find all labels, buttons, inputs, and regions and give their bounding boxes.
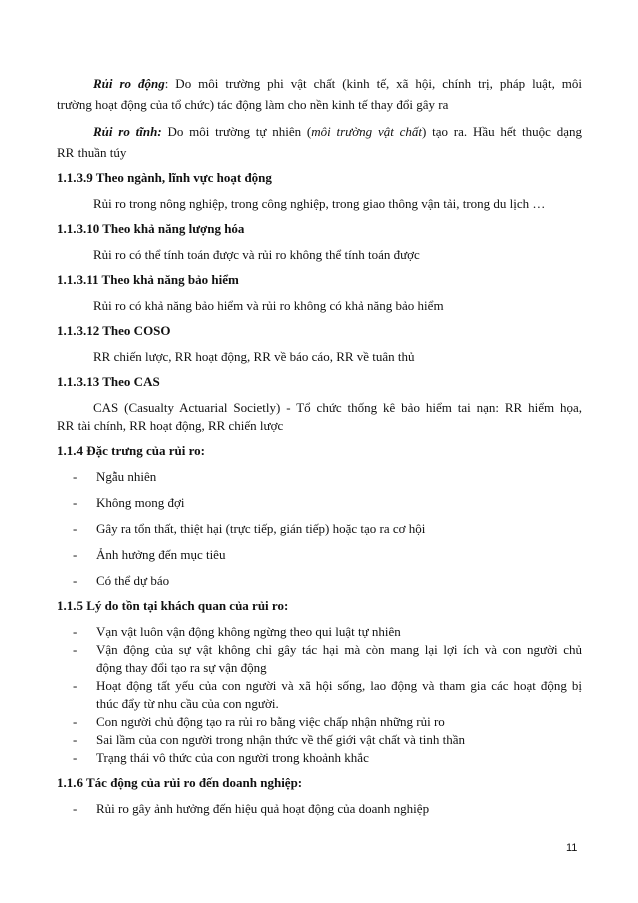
body-1-1-3-12: RR chiến lược, RR hoạt động, RR về báo cáo, RR về tuân thủ (93, 349, 415, 364)
term-rui-ro-dong: Rủi ro động (93, 76, 165, 91)
heading-1-1-4: 1.1.4 Đặc trưng của rủi ro: (57, 443, 206, 458)
bullet-dash: - (73, 801, 78, 816)
list-item: Gây ra tổn thất, thiệt hại (trực tiếp, gián tiếp) hoặc tạo ra cơ hội (96, 521, 426, 536)
heading-1-1-5: 1.1.5 Lý do tồn tại khách quan của rủi ro: (57, 598, 289, 613)
list-item: Không mong đợi (96, 495, 185, 510)
page-number: 11 (566, 842, 578, 854)
paragraph-rui-ro-tinh-line1: Rủi ro tĩnh: Do môi trường tự nhiên (môi trường vật chất) tạo ra. Hầu hết thuộc dạng (93, 124, 582, 139)
bullet-dash: - (73, 469, 78, 484)
body-1-1-3-13-line2: RR tài chính, RR hoạt động, RR chiến lược (57, 418, 284, 433)
list-item-continuation: thúc đẩy từ nhu cầu của con người. (96, 696, 279, 711)
body-1-1-3-9: Rủi ro trong nông nghiệp, trong công nghiệp, trong giao thông vận tải, trong du lịch … (93, 196, 546, 211)
list-item: Rủi ro gây ảnh hưởng đến hiệu quả hoạt động của doanh nghiệp (96, 801, 430, 816)
bullet-dash: - (73, 714, 78, 729)
bullet-dash: - (73, 547, 78, 562)
list-item: Trạng thái vô thức của con người trong khoảnh khắc (96, 750, 369, 765)
heading-1-1-3-13: 1.1.3.13 Theo CAS (57, 374, 160, 389)
list-item: Ngẫu nhiên (96, 469, 157, 484)
list-item: Sai lầm của con người trong nhận thức về thế giới vật chất và tinh thần (96, 732, 465, 747)
heading-1-1-3-11: 1.1.3.11 Theo khả năng bảo hiểm (57, 272, 239, 287)
paragraph-rui-ro-tinh-line2: RR thuần túy (57, 145, 127, 160)
list-item: Vạn vật luôn vận động không ngừng theo qui luật tự nhiên (96, 624, 401, 639)
list-item: Hoạt động tất yếu của con người và xã hội sống, lao động và tham gia các hoạt động bị (96, 678, 582, 693)
bullet-dash: - (73, 495, 78, 510)
body-1-1-3-13-line1: CAS (Casualty Actuarial Societly) - Tổ chức thống kê bảo hiểm tai nạn: RR hiểm họa, (93, 400, 582, 415)
paragraph-rui-ro-dong-line1: Rủi ro động: Do môi trường phi vật chất (kinh tế, xã hội, chính trị, pháp luật, môi (93, 76, 582, 91)
list-item-continuation: động thay đổi tạo ra sự vận động (96, 660, 267, 675)
bullet-dash: - (73, 624, 78, 639)
bullet-dash: - (73, 732, 78, 747)
list-item: Có thể dự báo (96, 573, 170, 588)
list-item: Vận động của sự vật không chỉ gây tác hại mà còn mang lại lợi ích và con người chủ (96, 642, 582, 657)
bullet-dash: - (73, 573, 78, 588)
heading-1-1-3-12: 1.1.3.12 Theo COSO (57, 323, 171, 338)
heading-1-1-3-10: 1.1.3.10 Theo khả năng lượng hóa (57, 221, 245, 236)
paragraph-rui-ro-dong-line2: trường hoạt động của tổ chức) tác động làm cho nền kinh tế thay đổi gây ra (57, 97, 449, 112)
heading-1-1-3-9: 1.1.3.9 Theo ngành, lĩnh vực hoạt động (57, 170, 272, 185)
bullet-dash: - (73, 750, 78, 765)
heading-1-1-6: 1.1.6 Tác động của rủi ro đến doanh nghiệp: (57, 775, 303, 790)
bullet-dash: - (73, 642, 78, 657)
bullet-dash: - (73, 678, 78, 693)
list-item: Ảnh hưởng đến mục tiêu (96, 547, 226, 562)
list-item: Con người chủ động tạo ra rủi ro bằng việc chấp nhận những rủi ro (96, 714, 445, 729)
bullet-dash: - (73, 521, 78, 536)
term-rui-ro-tinh: Rủi ro tĩnh: (93, 124, 162, 139)
body-1-1-3-10: Rủi ro có thể tính toán được và rủi ro không thể tính toán được (93, 247, 420, 262)
body-1-1-3-11: Rủi ro có khả năng bảo hiểm và rủi ro không có khả năng bảo hiểm (93, 298, 444, 313)
